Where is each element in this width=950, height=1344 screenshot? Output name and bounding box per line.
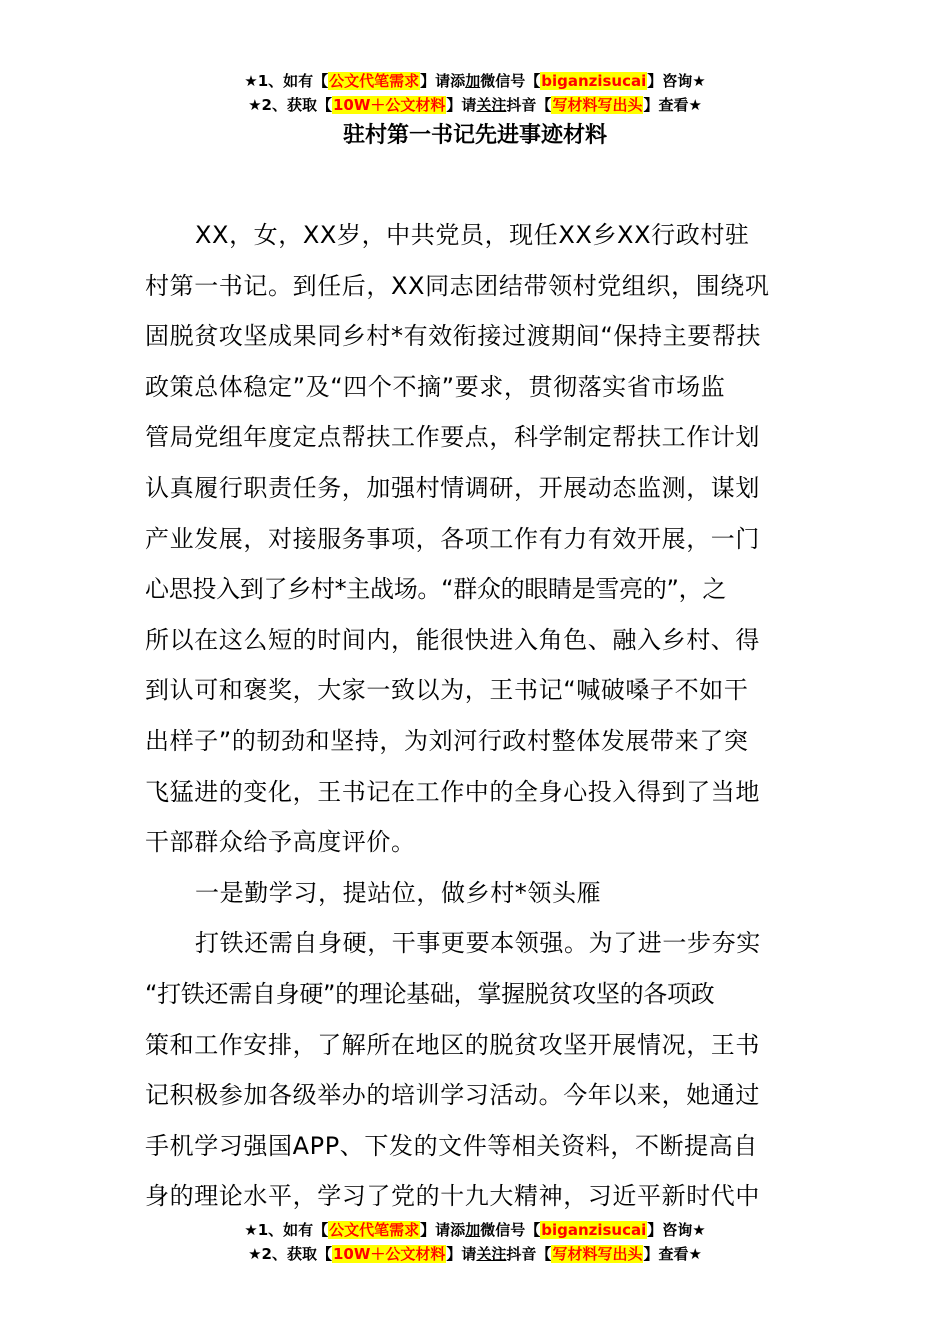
banner-text: ★1、如有【 <box>244 1221 329 1239</box>
banner-highlight-wechat-id: biganzisucai <box>541 1221 647 1239</box>
banner-text: 】请添 <box>420 72 466 90</box>
text-line: 干部群众给予高度评价。 <box>145 828 416 857</box>
banner-underline: 加 <box>465 1221 481 1239</box>
text-line: 政策总体稳定”及“四个不摘”要求，贯彻落实省市场监 <box>145 372 726 401</box>
banner-text: 微信号【 <box>480 72 541 90</box>
banner-text: 】请 <box>446 1245 477 1263</box>
banner-line-2 <box>0 93 950 117</box>
text-line: 出样子”的韧劲和坚持，为刘河行政村整体发展带来了突 <box>145 726 749 755</box>
section-heading: 一是勤学习，提站位，做乡村*领头雁 <box>195 878 602 907</box>
paragraph-1 <box>145 210 807 868</box>
banner-text: 微信号【 <box>480 1221 541 1239</box>
header-banner <box>0 69 950 117</box>
banner-highlight-douyin-id: 写材料写出头 <box>552 96 643 114</box>
banner-line-1 <box>0 1218 950 1242</box>
text-line: 固脱贫攻坚成果同乡村*有效衔接过渡期间“保持主要帮扶 <box>145 322 762 351</box>
text-line: 到认可和褒奖，大家一致以为，王书记“喊破嗓子不如干 <box>145 676 749 705</box>
document-body <box>145 210 807 1222</box>
banner-highlight-douyin-id: 写材料写出头 <box>552 1245 643 1263</box>
banner-text: 抖音【 <box>506 96 552 114</box>
banner-highlight: 公文代笔需求 <box>329 1221 420 1239</box>
text-line: 策和工作安排，了解所在地区的脱贫攻坚开展情况，王书 <box>145 1030 760 1059</box>
text-line: 产业发展，对接服务事项，各项工作有力有效开展，一门 <box>145 524 760 553</box>
banner-text: ★2、获取【 <box>248 96 332 114</box>
banner-line-2 <box>0 1242 950 1266</box>
banner-underline: 关注 <box>476 1245 507 1263</box>
text-line: 记积极参加各级举办的培训学习活动。今年以来，她通过 <box>145 1081 760 1110</box>
banner-text: 】查看★ <box>643 1245 702 1263</box>
text-line: 所以在这么短的时间内，能很快进入角色、融入乡村、得 <box>145 625 760 654</box>
banner-text: 】查看★ <box>643 96 702 114</box>
text-line: 村第一书记。到任后，XX同志团结带领村党组织，围绕巩 <box>145 271 770 300</box>
document-title: 驻村第一书记先进事迹材料 <box>342 123 607 148</box>
banner-text: 】咨询★ <box>647 72 706 90</box>
text-line: 打铁还需自身硬，干事更要本领强。为了进一步夯实 <box>195 929 761 958</box>
paragraph-2 <box>145 918 807 1222</box>
banner-highlight: 公文代笔需求 <box>329 72 420 90</box>
banner-text: ★1、如有【 <box>244 72 329 90</box>
banner-highlight-wechat-id: biganzisucai <box>541 72 647 90</box>
text-line: 心思投入到了乡村*主战场。“群众的眼睛是雪亮的”，之 <box>145 575 727 604</box>
text-line: XX，女，XX岁，中共党员，现任XX乡XX行政村驻 <box>195 221 750 249</box>
banner-line-1 <box>0 69 950 93</box>
text-line: 认真履行职责任务，加强村情调研，开展动态监测，谋划 <box>145 473 760 502</box>
banner-underline: 关注 <box>476 96 507 114</box>
banner-text: 抖音【 <box>506 1245 552 1263</box>
banner-text: 】咨询★ <box>647 1221 706 1239</box>
text-line: 飞猛进的变化，王书记在工作中的全身心投入得到了当地 <box>145 777 760 806</box>
text-line: 身的理论水平，学习了党的十九大精神，习近平新时代中 <box>145 1182 760 1211</box>
banner-text: 】请 <box>446 96 477 114</box>
text-line: 手机学习强国APP、下发的文件等相关资料，不断提高自 <box>145 1131 758 1160</box>
footer-banner <box>0 1218 950 1266</box>
banner-underline: 加 <box>465 72 481 90</box>
text-line: 管局党组年度定点帮扶工作要点，科学制定帮扶工作计划 <box>145 423 760 452</box>
text-line: “打铁还需自身硬”的理论基础，掌握脱贫攻坚的各项政 <box>145 979 715 1008</box>
banner-highlight: 10W＋公文材料 <box>332 1245 446 1263</box>
banner-text: 】请添 <box>420 1221 466 1239</box>
banner-highlight: 10W＋公文材料 <box>332 96 446 114</box>
section-heading-1 <box>145 868 807 919</box>
banner-text: ★2、获取【 <box>248 1245 332 1263</box>
